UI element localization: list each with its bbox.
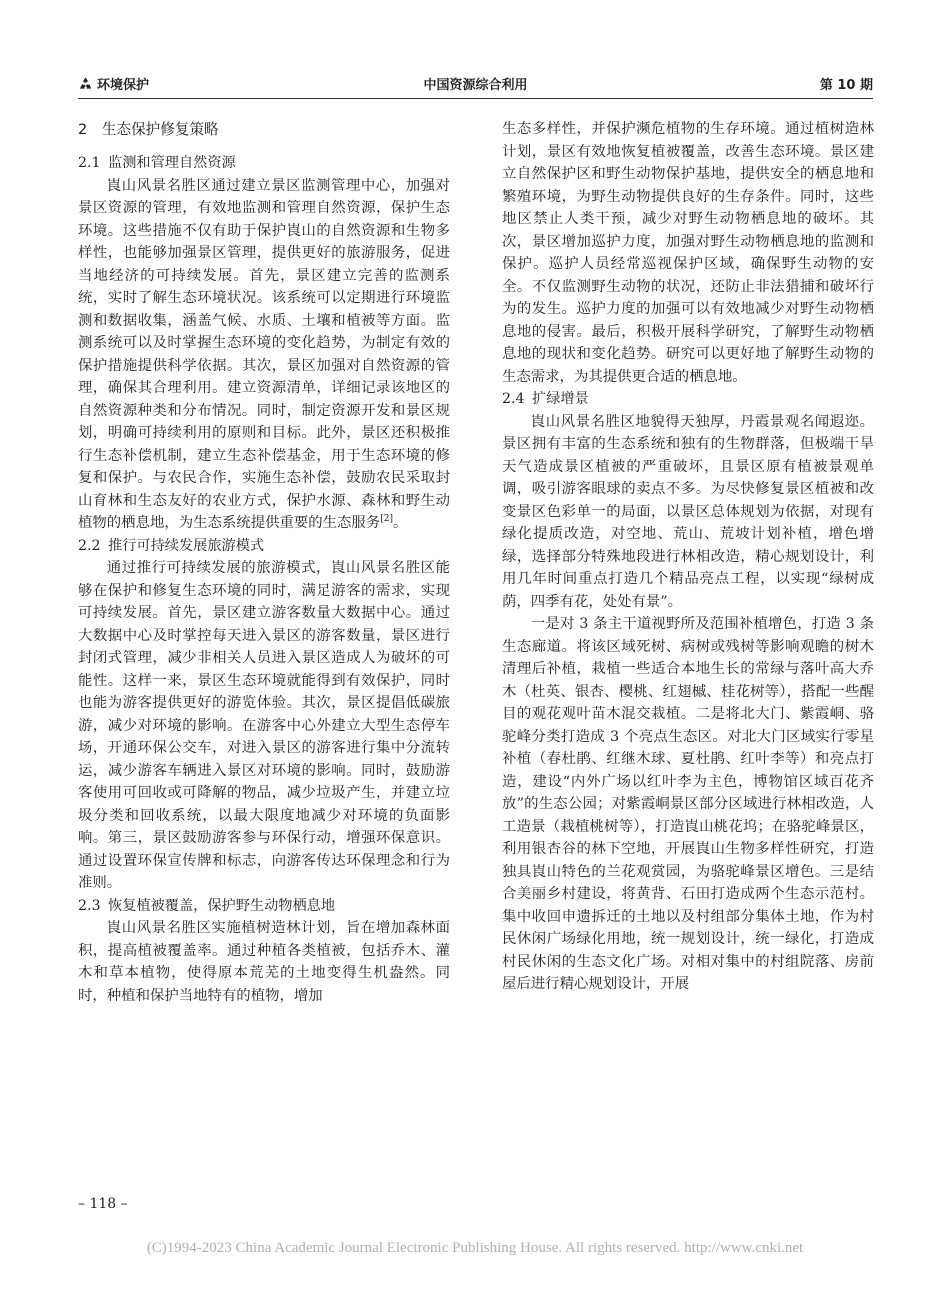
issue-number: 第 10 期 — [819, 78, 873, 93]
header-divider — [78, 98, 873, 99]
subsection-heading-2-1 — [78, 152, 450, 175]
right-column — [502, 118, 874, 996]
paragraph: 一是对 3 条主干道视野所及范围补植增色，打造 3 条生态廊道。将该区域死树、病树或残树等影响观瞻的树木清理后补植，栽植一些适合本地生长的常绿与落叶高大乔木（杜英、银杏、樱桃、红翅槭、桂花树等），搭配一些醒目的观花观叶苗木混交栽植。二是将北大门、紫霞峒、骆驼峰分类打造成 3 个亮点生态区。对北大门区域实行零星补植（春杜鹃、红继木球、夏杜鹃、红叶李等）和亮点打造，建设“内外广场以红叶李为主色，博物馆区域百花齐放”的生态公园；对紫霞峒景区部分区域进行林相改造，人工造景（栽植桃树等），打造崀山桃花坞；在骆驼峰景区，利用银杏谷的林下空地，开展崀山生物多样性研究，打造独具崀山特色的兰花观赏园，为骆驼峰景区增色。三是结合美丽乡村建设，将黄背、石田打造成两个生态示范村。集中收回申遗拆迁的土地以及村组部分集体土地，作为村民休闲广场绿化用地，统一规划设计，统一绿化，打造成村民休闲的生态文化广场。对相对集中的村组院落、房前屋后进行精心规划设计，开展 — [502, 616, 874, 992]
subsection-number: 2.3 — [78, 897, 101, 914]
section-heading: 2 生态保护修复策略 — [78, 121, 219, 138]
subsection-number: 2.2 — [78, 537, 101, 554]
paragraph: 崀山风景名胜区实施植树造林计划，旨在增加森林面积，提高植被覆盖率。通过种植各类植被，包括乔木、灌木和草本植物，使得原本荒芜的土地变得生机盎然。同时，种植和保护当地特有的植物，增加 — [78, 920, 450, 1004]
citation: [2] — [380, 514, 393, 525]
subsection-heading-2-3 — [78, 895, 450, 918]
subsection-number: 2.1 — [78, 155, 101, 171]
running-header — [78, 72, 873, 96]
subsection-title: 推行可持续发展旅游模式 — [108, 537, 265, 554]
subsection-title: 监测和管理自然资源 — [108, 155, 236, 171]
subsection-title: 扩绿增景 — [532, 391, 589, 407]
copyright-footer: (C)1994-2023 China Academic Journal Electronic Publishing House. All rights reserved. http://www.cnki.net — [146, 1240, 804, 1256]
paragraph-text: 崀山风景名胜区通过建立景区监测管理中心，加强对景区资源的管理，有效地监测和管理自然资源，保护生态环境。这些措施不仅有助于保护崀山的自然资源和生物多样性，也能够加强景区管理，提供更好的旅游服务，促进当地经济的可持续发展。首先，景区建立完善的监测系统，实时了解生态环境状况。该系统可以定期进行环境监测和数据收集，涵盖气候、水质、土壤和植被等方面。监测系统可以及时掌握生态环境的变化趋势，为制定有效的保护措施提供科学依据。其次，景区加强对自然资源的管理，确保其合理利用。建立资源清单，详细记录该地区的自然资源种类和分布情况。同时，制定资源开发和景区规划，明确可持续利用的原则和目标。此外，景区还积极推行生态补偿机制，建立生态补偿基金，用于生态环境的修复和保护。与农民合作，实施生态补偿，鼓励农民采取封山育林和生态友好的农业方式，保护水源、森林和野生动植物的栖息地，为生态系统提供重要的生态服务 — [78, 177, 450, 531]
journal-title: 中国资源综合利用 — [423, 78, 528, 93]
subsection-title: 恢复植被覆盖，保护野生动物栖息地 — [108, 897, 336, 914]
paragraph-continued: 生态多样性，并保护濒危植物的生存环境。通过植树造林计划，景区有效地恢复植被覆盖，改善生态环境。景区建立自然保护区和野生动物保护基地，提供安全的栖息地和繁殖环境，为野生动物提供良好的生存条件。同时，这些地区禁止人类干预，减少对野生动物栖息地的破坏。其次，景区增加巡护力度，加强对野生动物栖息地的监测和保护。巡护人员经常巡视保护区域，确保野生动物的安全。不仅监测野生动物的状况，还防止非法猎捕和破坏行为的发生。巡护力度的加强可以有效地减少对野生动物栖息地的侵害。最后，积极开展科学研究，了解野生动物栖息地的现状和变化趋势。研究可以更好地了解野生动物的生态需求，为其提供更合适的栖息地。 — [502, 121, 874, 385]
journal-section: 环境保护 — [97, 78, 150, 93]
paragraph-end: 。 — [392, 515, 408, 531]
page-number: – 118 – — [78, 1196, 128, 1212]
left-column — [78, 118, 450, 1007]
subsection-heading-2-2 — [78, 535, 450, 558]
paragraph: 通过推行可持续发展的旅游模式，崀山风景名胜区能够在保护和修复生态环境的同时，满足游客的需求，实现可持续发展。首先，景区建立游客数量大数据中心。通过大数据中心及时掌控每天进入景区的游客数量，景区进行封闭式管理，减少非相关人员进入景区造成人为破坏的可能性。这样一来，景区生态环境就能得到有效保护，同时也能为游客提供更好的游览体验。其次，景区提倡低碳旅游，减少对环境的影响。在游客中心外建立大型生态停车场，开通环保公交车，对进入景区的游客进行集中分流转运，减少游客车辆进入景区对环境的影响。同时，鼓励游客使用可回收或可降解的物品，减少垃圾产生，并建立垃圾分类和回收系统，以最大限度地减少对环境的负面影响。第三，景区鼓励游客参与环保行动，增强环保意识。通过设置环保宣传牌和标志，向游客传达环保理念和行为准则。 — [78, 560, 450, 891]
paragraph — [78, 175, 450, 535]
subsection-number: 2.4 — [502, 391, 525, 407]
subsection-heading-2-4 — [502, 388, 874, 411]
paragraph: 崀山风景名胜区地貌得天独厚，丹霞景观名闻遐迩。景区拥有丰富的生态系统和独有的生物群落，但极端干旱天气造成景区植被的严重破坏，且景区原有植被景观单调，吸引游客眼球的卖点不多。为尽快修复景区植被和改变景区色彩单一的局面，以景区总体规划为依据，对现有绿化提质改造，对空地、荒山、荒坡计划补植，增色增绿，选择部分特殊地段进行林相改造，精心规划设计，利用几年时间重点打造几个精品亮点工程，以实现“绿树成荫，四季有花，处处有景”。 — [502, 413, 874, 610]
